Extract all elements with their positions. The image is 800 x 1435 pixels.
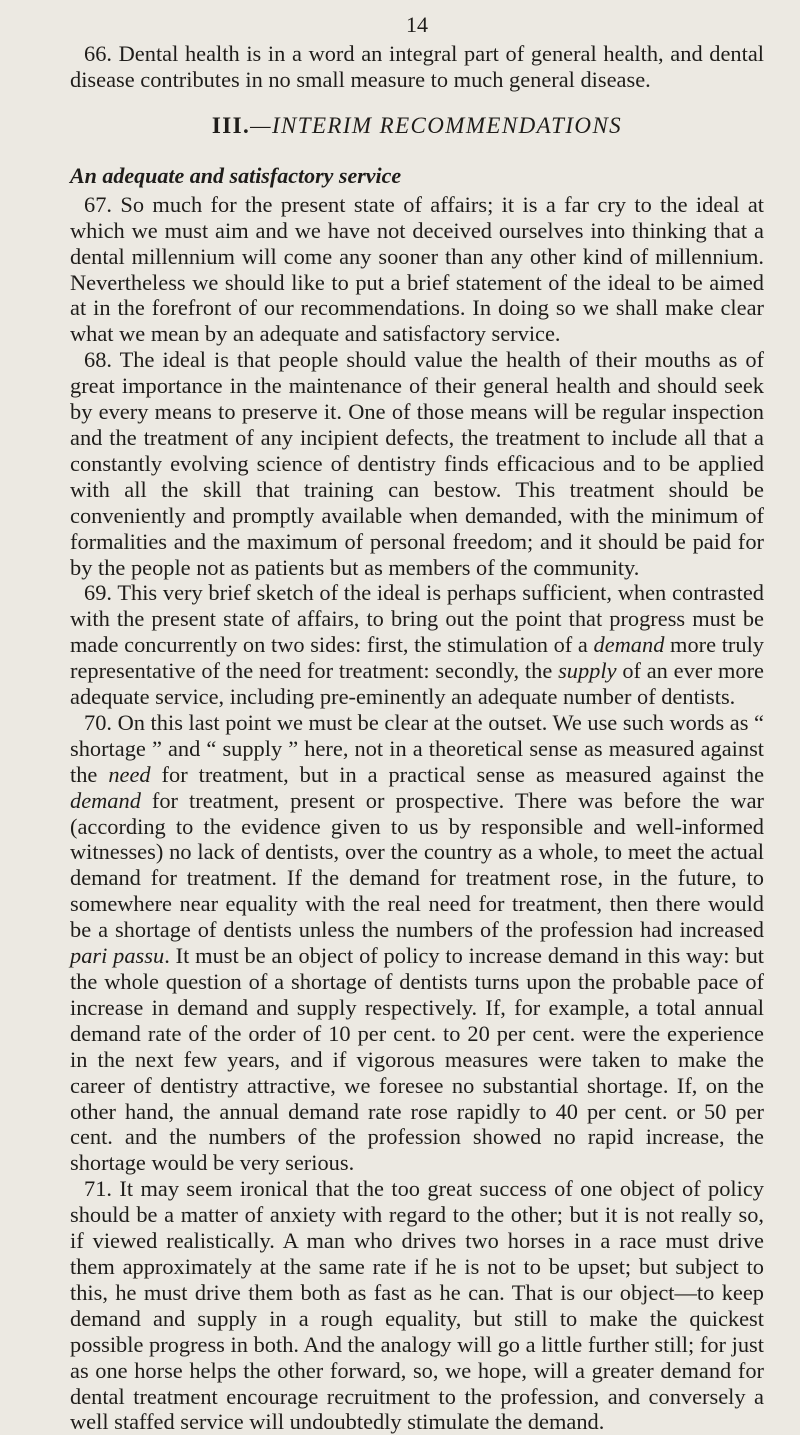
paragraph-68: 68. The ideal is that people should value the health of their mouths as of great importance in the maintenance of their general health and should seek by every means to preserve it. One of those means will be regular inspection and the treatment of any incipient defects, the treatment to include all that a constantly evolving science of dentistry finds efficacious and to be applied with all the skill that training can bestow. This treatment should be conveniently and promptly available when demanded, with the minimum of formalities and the maximum of personal freedom; and it should be paid for by the people not as patients but as members of the community. — [70, 347, 764, 580]
paragraph-70-emphasis-demand: demand — [70, 787, 141, 813]
paragraph-69-text-1: 69. This very brief sketch of the ideal is perhaps sufficient, when contrasted with the present state of affairs, to bring out the point that progress must be made concurrently on two sides: first, the stimulation of a — [70, 580, 764, 658]
paragraph-70-text-2: for treatment, but in a practical sense as measured against the — [150, 761, 765, 787]
paragraph-71: 71. It may seem ironical that the too great success of one object of policy should be a matter of anxiety with regard to the other; but it is not really so, if viewed realistically. A man who drives two horses in a race must drive them approximately at the same rate if he is not to be upset; but subject to this, he must drive them both as fast as he can. That is our object—to keep demand and supply in a rough equality, but still to make the quickest possible progress in both. And the analogy will go a little further still; for just as one horse helps the other forward, so, we hope, will a greater demand for dental treatment encourage recruitment to the profession, and conversely a well staffed service will undoubtedly stimulate the demand. — [70, 1176, 764, 1435]
subsection-heading: An adequate and satisfactory service — [70, 162, 402, 188]
section-heading — [70, 111, 764, 141]
paragraph-69-emphasis-supply: supply — [558, 658, 617, 684]
paragraph-69-emphasis-demand: demand — [593, 632, 665, 658]
paragraph-70-text-3: for treatment, present or prospective. There was before the war (according to the evidence given to us by responsible and well-informed witnesses) no lack of dentists, over the country as a whole, to meet the actual demand for treatment. If the demand for treatment rose, in the future, to somewhere near equality with the real need for treatment, then there would be a shortage of dentists unless the numbers of the profession had increased — [70, 787, 764, 943]
paragraph-70-text-4: . It must be an object of policy to increase demand in this way: but the whole question of a shortage of dentists turns upon the probable pace of increase in demand and supply respectively. If, for example, a total annual demand rate of the order of 10 per cent. to 20 per cent. were the experience in the next few years, and if vigorous measures were taken to make the career of dentistry attractive, we foresee no substantial shortage. If, on the other hand, the annual demand rate rose rapidly to 40 per cent. or 50 per cent. and the numbers of the profession showed no rapid increase, the shortage would be very serious. — [70, 943, 764, 1176]
paragraph-66: 66. Dental health is in a word an integral part of general health, and dental disease contributes in no small measure to much general disease. — [70, 41, 764, 92]
paragraph-70-emphasis-pari-passu: pari passu — [70, 943, 165, 969]
paragraph-69-text-2: more truly representative of the need for treatment: secondly, the — [70, 632, 764, 684]
paragraph-70 — [70, 710, 764, 1176]
section-number: III. — [211, 112, 251, 138]
paragraph-67: 67. So much for the present state of affairs; it is a far cry to the ideal at which we must aim and we have not deceived ourselves into thinking that a dental millennium will come any sooner than any other kind of millennium. Nevertheless we should like to put a brief statement of the ideal to be aimed at in the forefront of our recommendations. In doing so we shall make clear what we mean by an adequate and satisfactory service. — [70, 191, 764, 347]
paragraph-70-emphasis-need: need — [108, 761, 151, 787]
paragraph-69-text-3: of an ever more adequate service, including pre-eminently an adequate number of dentists. — [70, 658, 764, 710]
paragraph-70-text-1: 70. On this last point we must be clear at the outset. We use such words as “ shortage ” and “ supply ” here, not in a theoretical sense as measured against the — [70, 709, 764, 787]
page-number: 14 — [406, 12, 428, 37]
paragraph-69 — [70, 580, 764, 710]
section-title: —INTERIM RECOMMENDATIONS — [250, 112, 623, 138]
